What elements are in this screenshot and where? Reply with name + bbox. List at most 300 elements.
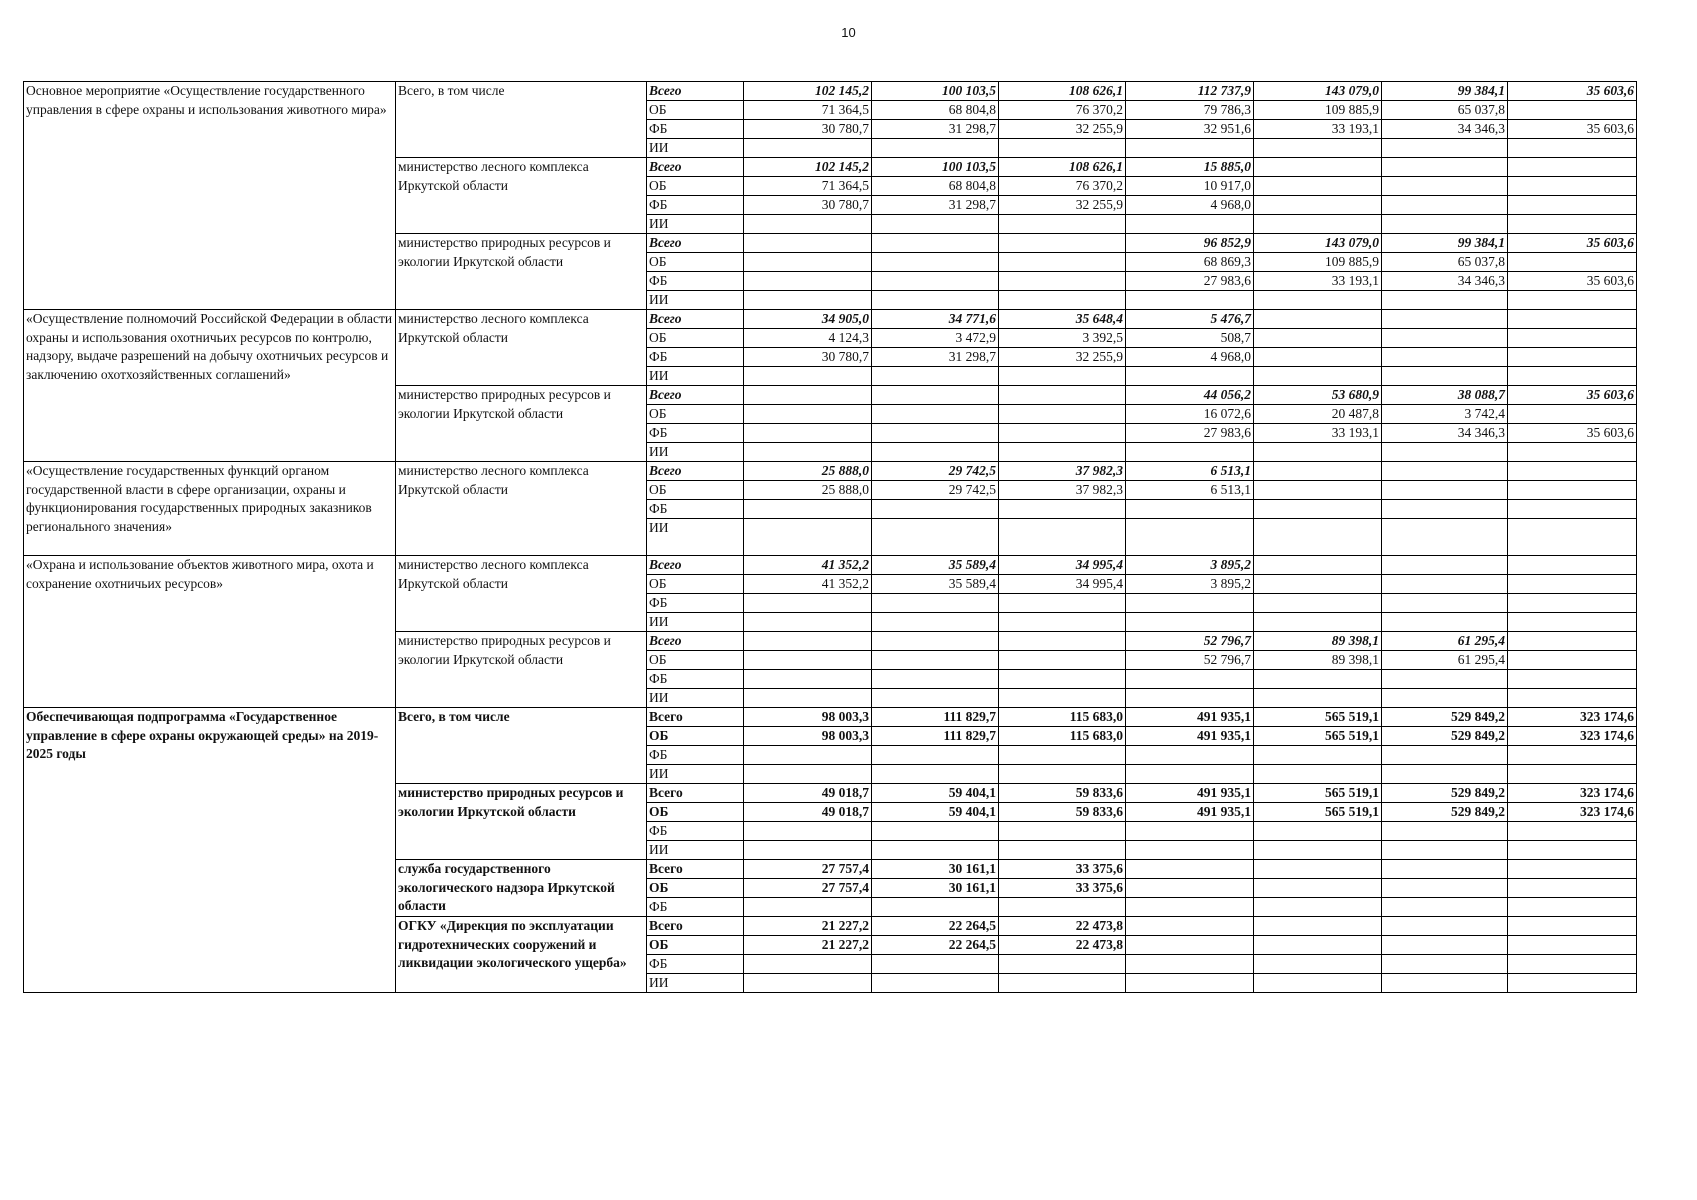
amount-cell: 35 589,4 <box>872 556 999 575</box>
executor-name: министерство природных ресурсов и экологии Иркутской области <box>396 386 647 462</box>
amount-cell: 35 589,4 <box>872 575 999 594</box>
amount-cell: 20 487,8 <box>1254 405 1382 424</box>
amount-cell <box>1508 177 1637 196</box>
funding-source: ИИ <box>647 367 744 386</box>
amount-cell: 565 519,1 <box>1254 727 1382 746</box>
amount-cell: 61 295,4 <box>1382 632 1508 651</box>
amount-cell <box>872 272 999 291</box>
amount-cell <box>1382 898 1508 917</box>
amount-cell <box>1126 765 1254 784</box>
amount-cell <box>744 500 872 519</box>
funding-source: ИИ <box>647 974 744 993</box>
funding-source: ОБ <box>647 253 744 272</box>
amount-cell: 76 370,2 <box>999 101 1126 120</box>
amount-cell: 22 264,5 <box>872 936 999 955</box>
amount-cell <box>1254 215 1382 234</box>
funding-source: Всего <box>647 310 744 329</box>
amount-cell <box>1382 481 1508 500</box>
amount-cell: 115 683,0 <box>999 727 1126 746</box>
funding-source: Всего <box>647 462 744 481</box>
amount-cell <box>1382 462 1508 481</box>
amount-cell <box>1508 291 1637 310</box>
amount-cell <box>1508 462 1637 481</box>
amount-cell <box>1508 651 1637 670</box>
amount-cell: 32 255,9 <box>999 120 1126 139</box>
amount-cell <box>1126 613 1254 632</box>
amount-cell <box>999 234 1126 253</box>
amount-cell <box>1254 443 1382 462</box>
amount-cell <box>1254 196 1382 215</box>
amount-cell: 21 227,2 <box>744 936 872 955</box>
amount-cell <box>999 765 1126 784</box>
amount-cell <box>999 898 1126 917</box>
amount-cell: 71 364,5 <box>744 101 872 120</box>
amount-cell: 323 174,6 <box>1508 708 1637 727</box>
funding-source: ФБ <box>647 348 744 367</box>
amount-cell: 32 255,9 <box>999 196 1126 215</box>
amount-cell <box>1254 765 1382 784</box>
funding-source: Всего <box>647 632 744 651</box>
amount-cell <box>1508 519 1637 556</box>
amount-cell <box>1254 898 1382 917</box>
amount-cell <box>744 234 872 253</box>
amount-cell: 16 072,6 <box>1126 405 1254 424</box>
amount-cell <box>1254 556 1382 575</box>
amount-cell <box>1508 879 1637 898</box>
amount-cell: 30 161,1 <box>872 879 999 898</box>
amount-cell <box>1508 936 1637 955</box>
amount-cell <box>1254 746 1382 765</box>
funding-source: ОБ <box>647 101 744 120</box>
amount-cell: 143 079,0 <box>1254 234 1382 253</box>
amount-cell <box>1126 139 1254 158</box>
amount-cell: 33 193,1 <box>1254 424 1382 443</box>
amount-cell <box>1382 689 1508 708</box>
amount-cell <box>744 746 872 765</box>
amount-cell <box>999 651 1126 670</box>
amount-cell <box>1382 594 1508 613</box>
amount-cell <box>1126 955 1254 974</box>
amount-cell <box>1508 822 1637 841</box>
amount-cell <box>1508 158 1637 177</box>
amount-cell <box>1126 898 1254 917</box>
amount-cell <box>872 613 999 632</box>
funding-source: Всего <box>647 784 744 803</box>
amount-cell <box>1126 215 1254 234</box>
amount-cell <box>1508 139 1637 158</box>
amount-cell: 25 888,0 <box>744 481 872 500</box>
amount-cell <box>872 670 999 689</box>
amount-cell: 15 885,0 <box>1126 158 1254 177</box>
amount-cell <box>744 632 872 651</box>
amount-cell <box>1382 310 1508 329</box>
amount-cell: 35 648,4 <box>999 310 1126 329</box>
amount-cell: 5 476,7 <box>1126 310 1254 329</box>
amount-cell: 32 255,9 <box>999 348 1126 367</box>
amount-cell <box>872 689 999 708</box>
amount-cell <box>1382 575 1508 594</box>
amount-cell <box>872 898 999 917</box>
amount-cell <box>1254 613 1382 632</box>
amount-cell <box>1382 841 1508 860</box>
amount-cell <box>744 613 872 632</box>
amount-cell <box>872 367 999 386</box>
executor-name: министерство лесного комплекса Иркутской области <box>396 310 647 386</box>
amount-cell <box>1254 689 1382 708</box>
funding-source: ОБ <box>647 329 744 348</box>
table-row <box>24 82 1637 101</box>
amount-cell <box>1382 291 1508 310</box>
funding-source: Всего <box>647 917 744 936</box>
amount-cell <box>1508 253 1637 272</box>
funding-source: ИИ <box>647 689 744 708</box>
amount-cell <box>1508 196 1637 215</box>
amount-cell <box>1126 670 1254 689</box>
table-row <box>24 462 1637 481</box>
amount-cell: 22 264,5 <box>872 917 999 936</box>
funding-source: Всего <box>647 82 744 101</box>
funding-source: ИИ <box>647 613 744 632</box>
amount-cell: 32 951,6 <box>1126 120 1254 139</box>
amount-cell <box>999 139 1126 158</box>
amount-cell: 30 780,7 <box>744 348 872 367</box>
amount-cell <box>1126 594 1254 613</box>
amount-cell: 34 995,4 <box>999 575 1126 594</box>
amount-cell <box>1254 917 1382 936</box>
amount-cell: 49 018,7 <box>744 803 872 822</box>
amount-cell: 34 995,4 <box>999 556 1126 575</box>
amount-cell <box>1126 917 1254 936</box>
amount-cell: 68 804,8 <box>872 177 999 196</box>
funding-source: ОБ <box>647 879 744 898</box>
amount-cell <box>999 215 1126 234</box>
amount-cell <box>999 822 1126 841</box>
amount-cell <box>1382 917 1508 936</box>
amount-cell <box>1254 329 1382 348</box>
funding-source: ОБ <box>647 405 744 424</box>
amount-cell <box>1382 329 1508 348</box>
amount-cell <box>744 215 872 234</box>
funding-source: Всего <box>647 158 744 177</box>
amount-cell <box>744 405 872 424</box>
amount-cell <box>1508 898 1637 917</box>
amount-cell: 34 346,3 <box>1382 120 1508 139</box>
amount-cell <box>1382 177 1508 196</box>
amount-cell: 59 404,1 <box>872 784 999 803</box>
amount-cell <box>1382 367 1508 386</box>
amount-cell <box>1382 765 1508 784</box>
amount-cell: 35 603,6 <box>1508 424 1637 443</box>
amount-cell <box>1382 215 1508 234</box>
funding-source: Всего <box>647 386 744 405</box>
amount-cell <box>1508 481 1637 500</box>
amount-cell: 102 145,2 <box>744 82 872 101</box>
amount-cell <box>999 974 1126 993</box>
amount-cell: 33 375,6 <box>999 860 1126 879</box>
amount-cell <box>1254 594 1382 613</box>
funding-source: ИИ <box>647 443 744 462</box>
amount-cell <box>1382 158 1508 177</box>
amount-cell: 44 056,2 <box>1126 386 1254 405</box>
amount-cell: 100 103,5 <box>872 158 999 177</box>
amount-cell: 108 626,1 <box>999 82 1126 101</box>
budget-table <box>23 81 1637 993</box>
amount-cell <box>744 594 872 613</box>
amount-cell <box>1382 974 1508 993</box>
amount-cell: 33 375,6 <box>999 879 1126 898</box>
amount-cell: 89 398,1 <box>1254 651 1382 670</box>
amount-cell <box>872 500 999 519</box>
funding-source: ИИ <box>647 519 744 556</box>
amount-cell <box>999 689 1126 708</box>
amount-cell: 98 003,3 <box>744 727 872 746</box>
amount-cell <box>1508 594 1637 613</box>
measure-name: «Осуществление государственных функций органом государственной власти в сфере организации, охраны и функционирования государственных природных заказников регионального значения» <box>24 462 396 556</box>
amount-cell: 59 404,1 <box>872 803 999 822</box>
amount-cell: 61 295,4 <box>1382 651 1508 670</box>
amount-cell <box>872 253 999 272</box>
amount-cell <box>999 670 1126 689</box>
amount-cell: 33 193,1 <box>1254 120 1382 139</box>
amount-cell <box>999 424 1126 443</box>
measure-name: Основное мероприятие «Осуществление государственного управления в сфере охраны и использования животного мира» <box>24 82 396 310</box>
executor-name: Всего, в том числе <box>396 708 647 784</box>
amount-cell: 49 018,7 <box>744 784 872 803</box>
amount-cell <box>1254 500 1382 519</box>
amount-cell: 115 683,0 <box>999 708 1126 727</box>
amount-cell <box>872 841 999 860</box>
amount-cell: 52 796,7 <box>1126 651 1254 670</box>
amount-cell: 27 757,4 <box>744 879 872 898</box>
amount-cell <box>1508 746 1637 765</box>
amount-cell <box>999 500 1126 519</box>
funding-source: ИИ <box>647 841 744 860</box>
amount-cell <box>1126 936 1254 955</box>
amount-cell: 3 895,2 <box>1126 556 1254 575</box>
amount-cell: 529 849,2 <box>1382 727 1508 746</box>
amount-cell <box>744 765 872 784</box>
amount-cell: 41 352,2 <box>744 575 872 594</box>
amount-cell <box>872 822 999 841</box>
amount-cell: 89 398,1 <box>1254 632 1382 651</box>
funding-source: ОБ <box>647 177 744 196</box>
amount-cell <box>744 519 872 556</box>
amount-cell: 53 680,9 <box>1254 386 1382 405</box>
amount-cell <box>1508 556 1637 575</box>
amount-cell: 30 780,7 <box>744 120 872 139</box>
amount-cell: 3 742,4 <box>1382 405 1508 424</box>
amount-cell <box>1382 196 1508 215</box>
funding-source: ФБ <box>647 594 744 613</box>
amount-cell: 65 037,8 <box>1382 253 1508 272</box>
amount-cell <box>744 272 872 291</box>
amount-cell <box>1508 348 1637 367</box>
amount-cell <box>744 139 872 158</box>
amount-cell: 41 352,2 <box>744 556 872 575</box>
amount-cell <box>1508 860 1637 879</box>
amount-cell: 76 370,2 <box>999 177 1126 196</box>
amount-cell: 59 833,6 <box>999 784 1126 803</box>
funding-source: ФБ <box>647 746 744 765</box>
amount-cell <box>872 405 999 424</box>
funding-source: Всего <box>647 234 744 253</box>
executor-name: министерство лесного комплекса Иркутской области <box>396 158 647 234</box>
amount-cell <box>1254 139 1382 158</box>
amount-cell <box>999 841 1126 860</box>
amount-cell: 323 174,6 <box>1508 727 1637 746</box>
amount-cell <box>1382 519 1508 556</box>
amount-cell <box>1254 822 1382 841</box>
amount-cell <box>1508 405 1637 424</box>
amount-cell: 38 088,7 <box>1382 386 1508 405</box>
funding-source: ФБ <box>647 120 744 139</box>
amount-cell: 99 384,1 <box>1382 82 1508 101</box>
amount-cell: 491 935,1 <box>1126 803 1254 822</box>
amount-cell: 25 888,0 <box>744 462 872 481</box>
executor-name: министерство природных ресурсов и экологии Иркутской области <box>396 784 647 860</box>
amount-cell <box>872 234 999 253</box>
amount-cell <box>744 841 872 860</box>
amount-cell <box>872 594 999 613</box>
amount-cell <box>1508 310 1637 329</box>
funding-source: ФБ <box>647 955 744 974</box>
amount-cell <box>1508 955 1637 974</box>
amount-cell <box>1508 367 1637 386</box>
amount-cell: 4 968,0 <box>1126 348 1254 367</box>
amount-cell <box>1508 101 1637 120</box>
funding-source: ИИ <box>647 291 744 310</box>
executor-name: министерство лесного комплекса Иркутской области <box>396 556 647 632</box>
amount-cell <box>744 253 872 272</box>
amount-cell: 109 885,9 <box>1254 101 1382 120</box>
amount-cell: 491 935,1 <box>1126 784 1254 803</box>
amount-cell <box>1508 974 1637 993</box>
amount-cell <box>1254 291 1382 310</box>
amount-cell <box>1254 481 1382 500</box>
amount-cell <box>744 367 872 386</box>
amount-cell <box>1254 841 1382 860</box>
amount-cell <box>1126 443 1254 462</box>
amount-cell <box>1254 519 1382 556</box>
amount-cell <box>1508 765 1637 784</box>
amount-cell: 35 603,6 <box>1508 82 1637 101</box>
executor-name: министерство лесного комплекса Иркутской области <box>396 462 647 556</box>
funding-source: ФБ <box>647 196 744 215</box>
amount-cell: 68 869,3 <box>1126 253 1254 272</box>
amount-cell <box>1126 974 1254 993</box>
amount-cell <box>1508 329 1637 348</box>
amount-cell <box>999 272 1126 291</box>
amount-cell <box>1382 500 1508 519</box>
amount-cell: 108 626,1 <box>999 158 1126 177</box>
amount-cell: 34 905,0 <box>744 310 872 329</box>
amount-cell <box>1254 348 1382 367</box>
amount-cell <box>1254 462 1382 481</box>
amount-cell: 29 742,5 <box>872 462 999 481</box>
amount-cell <box>1126 822 1254 841</box>
amount-cell: 111 829,7 <box>872 727 999 746</box>
amount-cell: 111 829,7 <box>872 708 999 727</box>
funding-source: ОБ <box>647 481 744 500</box>
amount-cell: 31 298,7 <box>872 120 999 139</box>
amount-cell <box>1382 879 1508 898</box>
amount-cell: 79 786,3 <box>1126 101 1254 120</box>
amount-cell: 65 037,8 <box>1382 101 1508 120</box>
amount-cell <box>1382 556 1508 575</box>
amount-cell <box>1382 670 1508 689</box>
amount-cell <box>999 367 1126 386</box>
amount-cell <box>872 651 999 670</box>
funding-source: ОБ <box>647 727 744 746</box>
amount-cell <box>744 822 872 841</box>
executor-name: ОГКУ «Дирекция по эксплуатации гидротехнических сооружений и ликвидации экологического ущерба» <box>396 917 647 993</box>
amount-cell: 565 519,1 <box>1254 803 1382 822</box>
amount-cell: 35 603,6 <box>1508 386 1637 405</box>
funding-source: ИИ <box>647 139 744 158</box>
amount-cell <box>1382 936 1508 955</box>
amount-cell: 31 298,7 <box>872 348 999 367</box>
executor-name: служба государственного экологического надзора Иркутской области <box>396 860 647 917</box>
amount-cell: 96 852,9 <box>1126 234 1254 253</box>
executor-name: министерство природных ресурсов и экологии Иркутской области <box>396 234 647 310</box>
amount-cell <box>1508 613 1637 632</box>
amount-cell: 35 603,6 <box>1508 234 1637 253</box>
amount-cell <box>1126 841 1254 860</box>
amount-cell: 3 895,2 <box>1126 575 1254 594</box>
amount-cell: 491 935,1 <box>1126 708 1254 727</box>
amount-cell <box>872 291 999 310</box>
funding-source: Всего <box>647 708 744 727</box>
amount-cell: 323 174,6 <box>1508 803 1637 822</box>
amount-cell <box>1126 291 1254 310</box>
amount-cell <box>1126 879 1254 898</box>
amount-cell: 529 849,2 <box>1382 708 1508 727</box>
funding-source: ФБ <box>647 272 744 291</box>
amount-cell: 3 392,5 <box>999 329 1126 348</box>
executor-name: министерство природных ресурсов и экологии Иркутской области <box>396 632 647 708</box>
amount-cell <box>999 291 1126 310</box>
amount-cell <box>999 386 1126 405</box>
amount-cell <box>744 898 872 917</box>
funding-source: Всего <box>647 556 744 575</box>
amount-cell: 102 145,2 <box>744 158 872 177</box>
amount-cell <box>744 689 872 708</box>
amount-cell: 143 079,0 <box>1254 82 1382 101</box>
amount-cell <box>1508 841 1637 860</box>
amount-cell: 59 833,6 <box>999 803 1126 822</box>
amount-cell <box>872 386 999 405</box>
amount-cell: 22 473,8 <box>999 936 1126 955</box>
amount-cell <box>872 215 999 234</box>
amount-cell <box>999 613 1126 632</box>
amount-cell <box>1126 689 1254 708</box>
amount-cell <box>1382 139 1508 158</box>
amount-cell <box>744 424 872 443</box>
amount-cell: 35 603,6 <box>1508 272 1637 291</box>
amount-cell: 10 917,0 <box>1126 177 1254 196</box>
table-row <box>24 556 1637 575</box>
funding-source: ФБ <box>647 898 744 917</box>
amount-cell: 4 968,0 <box>1126 196 1254 215</box>
amount-cell <box>1508 689 1637 708</box>
amount-cell <box>744 955 872 974</box>
amount-cell <box>999 519 1126 556</box>
funding-source: ИИ <box>647 215 744 234</box>
amount-cell: 3 472,9 <box>872 329 999 348</box>
amount-cell: 52 796,7 <box>1126 632 1254 651</box>
amount-cell <box>999 746 1126 765</box>
amount-cell: 30 161,1 <box>872 860 999 879</box>
